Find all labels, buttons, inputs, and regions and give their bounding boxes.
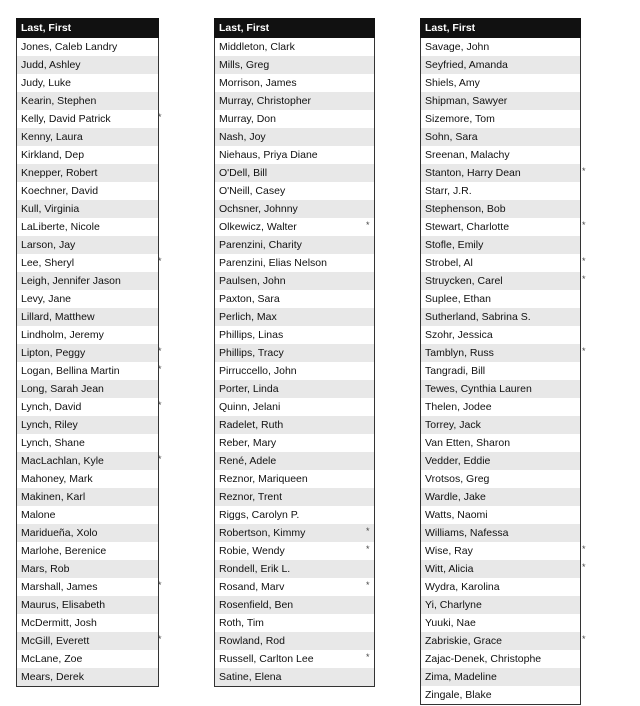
table-row <box>215 308 375 326</box>
name-cell: Shiels, Amy <box>421 74 581 92</box>
name-cell: Tewes, Cynthia Lauren <box>421 380 581 398</box>
table-row <box>17 92 159 110</box>
name-cell: Knepper, Robert <box>17 164 159 182</box>
name-cell: Quinn, Jelani <box>215 398 375 416</box>
table-row <box>215 506 375 524</box>
asterisk-mark: * <box>158 400 162 410</box>
table-row <box>421 416 581 434</box>
table-row <box>17 38 159 57</box>
column-header: Last, First <box>215 19 375 38</box>
table-row <box>17 128 159 146</box>
table-row <box>421 632 581 650</box>
table-row <box>421 380 581 398</box>
name-cell: Wise, Ray <box>421 542 581 560</box>
table-row <box>421 434 581 452</box>
table-row <box>215 56 375 74</box>
name-cell: Wardle, Jake <box>421 488 581 506</box>
asterisk-mark: * <box>366 580 370 590</box>
name-cell: Lynch, David <box>17 398 159 416</box>
table-row <box>17 74 159 92</box>
table-row <box>421 308 581 326</box>
name-cell: Rondell, Erik L. <box>215 560 375 578</box>
table-row <box>215 452 375 470</box>
table-row <box>215 272 375 290</box>
table-row <box>215 650 375 668</box>
name-cell: Kearin, Stephen <box>17 92 159 110</box>
table-row <box>215 614 375 632</box>
table-row <box>17 362 159 380</box>
name-cell: Witt, Alicia <box>421 560 581 578</box>
name-cell: Suplee, Ethan <box>421 290 581 308</box>
name-cell: Stewart, Charlotte <box>421 218 581 236</box>
table-row <box>421 182 581 200</box>
asterisk-mark: * <box>582 562 586 572</box>
table-row <box>421 506 581 524</box>
name-cell: Kenny, Laura <box>17 128 159 146</box>
name-cell: Parenzini, Elias Nelson <box>215 254 375 272</box>
name-cell: Stanton, Harry Dean <box>421 164 581 182</box>
name-cell: Robertson, Kimmy <box>215 524 375 542</box>
name-cell: Paulsen, John <box>215 272 375 290</box>
table-row <box>421 668 581 686</box>
table-row <box>215 470 375 488</box>
asterisk-mark: * <box>158 346 162 356</box>
asterisk-mark: * <box>582 346 586 356</box>
table-row <box>215 74 375 92</box>
table-row <box>421 470 581 488</box>
name-cell: McDermitt, Josh <box>17 614 159 632</box>
table-row <box>421 542 581 560</box>
table-row <box>17 344 159 362</box>
name-cell: Tangradi, Bill <box>421 362 581 380</box>
name-cell: Roth, Tim <box>215 614 375 632</box>
table-row <box>17 182 159 200</box>
table-row <box>17 416 159 434</box>
name-column-3 <box>420 18 581 705</box>
name-cell: Kull, Virginia <box>17 200 159 218</box>
name-cell: Mills, Greg <box>215 56 375 74</box>
name-cell: Stephenson, Bob <box>421 200 581 218</box>
name-cell: O'Dell, Bill <box>215 164 375 182</box>
name-cell: O'Neill, Casey <box>215 182 375 200</box>
name-cell: Reznor, Trent <box>215 488 375 506</box>
table-row <box>421 560 581 578</box>
table-row <box>421 596 581 614</box>
table-row <box>215 596 375 614</box>
table-row <box>421 146 581 164</box>
name-cell: Savage, John <box>421 38 581 57</box>
name-cell: Vedder, Eddie <box>421 452 581 470</box>
name-cell: Middleton, Clark <box>215 38 375 57</box>
asterisk-mark: * <box>366 526 370 536</box>
table-row <box>17 632 159 650</box>
name-cell: Paxton, Sara <box>215 290 375 308</box>
name-cell: Sizemore, Tom <box>421 110 581 128</box>
asterisk-mark: * <box>582 220 586 230</box>
table-row <box>421 650 581 668</box>
table-row <box>421 74 581 92</box>
table-row <box>215 380 375 398</box>
name-cell: Porter, Linda <box>215 380 375 398</box>
name-column-2 <box>214 18 375 687</box>
name-cell: Reber, Mary <box>215 434 375 452</box>
name-cell: Vrotsos, Greg <box>421 470 581 488</box>
table-row <box>215 146 375 164</box>
table-row <box>421 524 581 542</box>
table-row <box>215 92 375 110</box>
name-cell: Perlich, Max <box>215 308 375 326</box>
name-cell: Marshall, James <box>17 578 159 596</box>
table-row <box>17 470 159 488</box>
asterisk-mark: * <box>366 220 370 230</box>
name-cell: Struycken, Carel <box>421 272 581 290</box>
table-row <box>215 344 375 362</box>
table-row <box>17 596 159 614</box>
table-row <box>17 614 159 632</box>
name-cell: Tamblyn, Russ <box>421 344 581 362</box>
table-row <box>215 218 375 236</box>
table-row <box>421 290 581 308</box>
asterisk-mark: * <box>158 112 162 122</box>
name-cell: Marlohe, Berenice <box>17 542 159 560</box>
table-row <box>215 632 375 650</box>
name-cell: Lynch, Shane <box>17 434 159 452</box>
name-cell: Torrey, Jack <box>421 416 581 434</box>
name-cell: Pirruccello, John <box>215 362 375 380</box>
name-cell: Long, Sarah Jean <box>17 380 159 398</box>
table-row <box>17 218 159 236</box>
name-cell: Niehaus, Priya Diane <box>215 146 375 164</box>
table-row <box>421 272 581 290</box>
name-cell: MacLachlan, Kyle <box>17 452 159 470</box>
table-row <box>421 92 581 110</box>
table-row <box>421 578 581 596</box>
name-cell: Thelen, Jodee <box>421 398 581 416</box>
table-row <box>215 362 375 380</box>
asterisk-mark: * <box>158 454 162 464</box>
name-cell: Phillips, Tracy <box>215 344 375 362</box>
table-row <box>17 650 159 668</box>
name-cell: Stofle, Emily <box>421 236 581 254</box>
table-row <box>215 416 375 434</box>
table-row <box>421 56 581 74</box>
table-row <box>215 560 375 578</box>
name-cell: Yi, Charlyne <box>421 596 581 614</box>
table-row <box>421 362 581 380</box>
name-cell: Kirkland, Dep <box>17 146 159 164</box>
table-row <box>17 254 159 272</box>
name-cell: Lee, Sheryl <box>17 254 159 272</box>
table-row <box>421 488 581 506</box>
name-cell: Strobel, Al <box>421 254 581 272</box>
name-cell: Olkewicz, Walter <box>215 218 375 236</box>
table-row <box>421 236 581 254</box>
table-row <box>17 308 159 326</box>
name-cell: Ochsner, Johnny <box>215 200 375 218</box>
name-cell: Szohr, Jessica <box>421 326 581 344</box>
table-row <box>421 110 581 128</box>
table-row <box>421 164 581 182</box>
name-column-1 <box>16 18 159 687</box>
table-row <box>17 290 159 308</box>
name-cell: Leigh, Jennifer Jason <box>17 272 159 290</box>
name-cell: Riggs, Carolyn P. <box>215 506 375 524</box>
table-row <box>421 452 581 470</box>
name-cell: René, Adele <box>215 452 375 470</box>
table-row <box>215 668 375 687</box>
table-row <box>215 200 375 218</box>
table-row <box>215 164 375 182</box>
name-cell: Radelet, Ruth <box>215 416 375 434</box>
name-cell: Williams, Nafessa <box>421 524 581 542</box>
column-header: Last, First <box>17 19 159 38</box>
table-row <box>215 326 375 344</box>
table-row <box>17 668 159 687</box>
name-cell: Starr, J.R. <box>421 182 581 200</box>
asterisk-mark: * <box>582 634 586 644</box>
asterisk-mark: * <box>366 652 370 662</box>
table-row <box>17 542 159 560</box>
table-row <box>215 110 375 128</box>
table-row <box>421 614 581 632</box>
table-row <box>421 218 581 236</box>
name-cell: Robie, Wendy <box>215 542 375 560</box>
table-row <box>17 506 159 524</box>
table-row <box>17 488 159 506</box>
table-row <box>17 434 159 452</box>
table-row <box>215 524 375 542</box>
table-row <box>215 182 375 200</box>
name-cell: Reznor, Mariqueen <box>215 470 375 488</box>
table-row <box>215 38 375 57</box>
name-cell: Yuuki, Nae <box>421 614 581 632</box>
table-row <box>421 326 581 344</box>
table-row <box>421 344 581 362</box>
name-cell: Jones, Caleb Landry <box>17 38 159 57</box>
name-cell: Malone <box>17 506 159 524</box>
table-row <box>215 434 375 452</box>
name-cell: Larson, Jay <box>17 236 159 254</box>
table-row <box>17 110 159 128</box>
name-cell: Wydra, Karolina <box>421 578 581 596</box>
name-cell: LaLiberte, Nicole <box>17 218 159 236</box>
name-cell: Rowland, Rod <box>215 632 375 650</box>
name-cell: McGill, Everett <box>17 632 159 650</box>
table-row <box>215 290 375 308</box>
asterisk-mark: * <box>158 580 162 590</box>
table-row <box>215 254 375 272</box>
name-cell: Murray, Don <box>215 110 375 128</box>
name-cell: McLane, Zoe <box>17 650 159 668</box>
table-row <box>215 542 375 560</box>
name-cell: Satine, Elena <box>215 668 375 687</box>
table-row <box>17 236 159 254</box>
asterisk-mark: * <box>158 256 162 266</box>
name-cell: Levy, Jane <box>17 290 159 308</box>
name-cell: Zima, Madeline <box>421 668 581 686</box>
asterisk-mark: * <box>582 274 586 284</box>
name-cell: Nash, Joy <box>215 128 375 146</box>
table-row <box>17 398 159 416</box>
asterisk-mark: * <box>158 634 162 644</box>
name-cell: Makinen, Karl <box>17 488 159 506</box>
table-row <box>421 686 581 705</box>
table-row <box>17 164 159 182</box>
table-row <box>17 200 159 218</box>
name-cell: Lipton, Peggy <box>17 344 159 362</box>
table-row <box>421 254 581 272</box>
table-row <box>421 200 581 218</box>
name-cell: Parenzini, Charity <box>215 236 375 254</box>
asterisk-mark: * <box>366 544 370 554</box>
name-cell: Lynch, Riley <box>17 416 159 434</box>
name-cell: Morrison, James <box>215 74 375 92</box>
column-header: Last, First <box>421 19 581 38</box>
table-row <box>17 452 159 470</box>
table-row <box>17 326 159 344</box>
table-row <box>17 524 159 542</box>
name-cell: Koechner, David <box>17 182 159 200</box>
name-cell: Logan, Bellina Martin <box>17 362 159 380</box>
name-cell: Sreenan, Malachy <box>421 146 581 164</box>
table-row <box>215 236 375 254</box>
table-row <box>215 128 375 146</box>
table-row <box>17 560 159 578</box>
asterisk-mark: * <box>158 364 162 374</box>
table-row <box>17 578 159 596</box>
name-cell: Mahoney, Mark <box>17 470 159 488</box>
asterisk-mark: * <box>582 256 586 266</box>
name-cell: Kelly, David Patrick <box>17 110 159 128</box>
table-row <box>215 578 375 596</box>
table-row <box>215 488 375 506</box>
table-row <box>215 398 375 416</box>
name-cell: Van Etten, Sharon <box>421 434 581 452</box>
table-row <box>17 272 159 290</box>
name-cell: Zabriskie, Grace <box>421 632 581 650</box>
name-cell: Murray, Christopher <box>215 92 375 110</box>
name-cell: Rosenfield, Ben <box>215 596 375 614</box>
name-cell: Lindholm, Jeremy <box>17 326 159 344</box>
name-cell: Seyfried, Amanda <box>421 56 581 74</box>
name-cell: Mars, Rob <box>17 560 159 578</box>
table-row <box>17 380 159 398</box>
name-cell: Maridueña, Xolo <box>17 524 159 542</box>
name-cell: Sohn, Sara <box>421 128 581 146</box>
table-row <box>421 128 581 146</box>
name-cell: Phillips, Linas <box>215 326 375 344</box>
name-cell: Judy, Luke <box>17 74 159 92</box>
table-row <box>17 56 159 74</box>
name-cell: Judd, Ashley <box>17 56 159 74</box>
name-cell: Zajac-Denek, Christophe <box>421 650 581 668</box>
asterisk-mark: * <box>582 544 586 554</box>
table-row <box>421 398 581 416</box>
name-cell: Watts, Naomi <box>421 506 581 524</box>
name-cell: Sutherland, Sabrina S. <box>421 308 581 326</box>
name-cell: Rosand, Marv <box>215 578 375 596</box>
name-cell: Shipman, Sawyer <box>421 92 581 110</box>
name-cell: Maurus, Elisabeth <box>17 596 159 614</box>
table-row <box>17 146 159 164</box>
asterisk-mark: * <box>582 166 586 176</box>
name-cell: Russell, Carlton Lee <box>215 650 375 668</box>
name-cell: Lillard, Matthew <box>17 308 159 326</box>
table-row <box>421 38 581 57</box>
name-cell: Zingale, Blake <box>421 686 581 705</box>
name-cell: Mears, Derek <box>17 668 159 687</box>
